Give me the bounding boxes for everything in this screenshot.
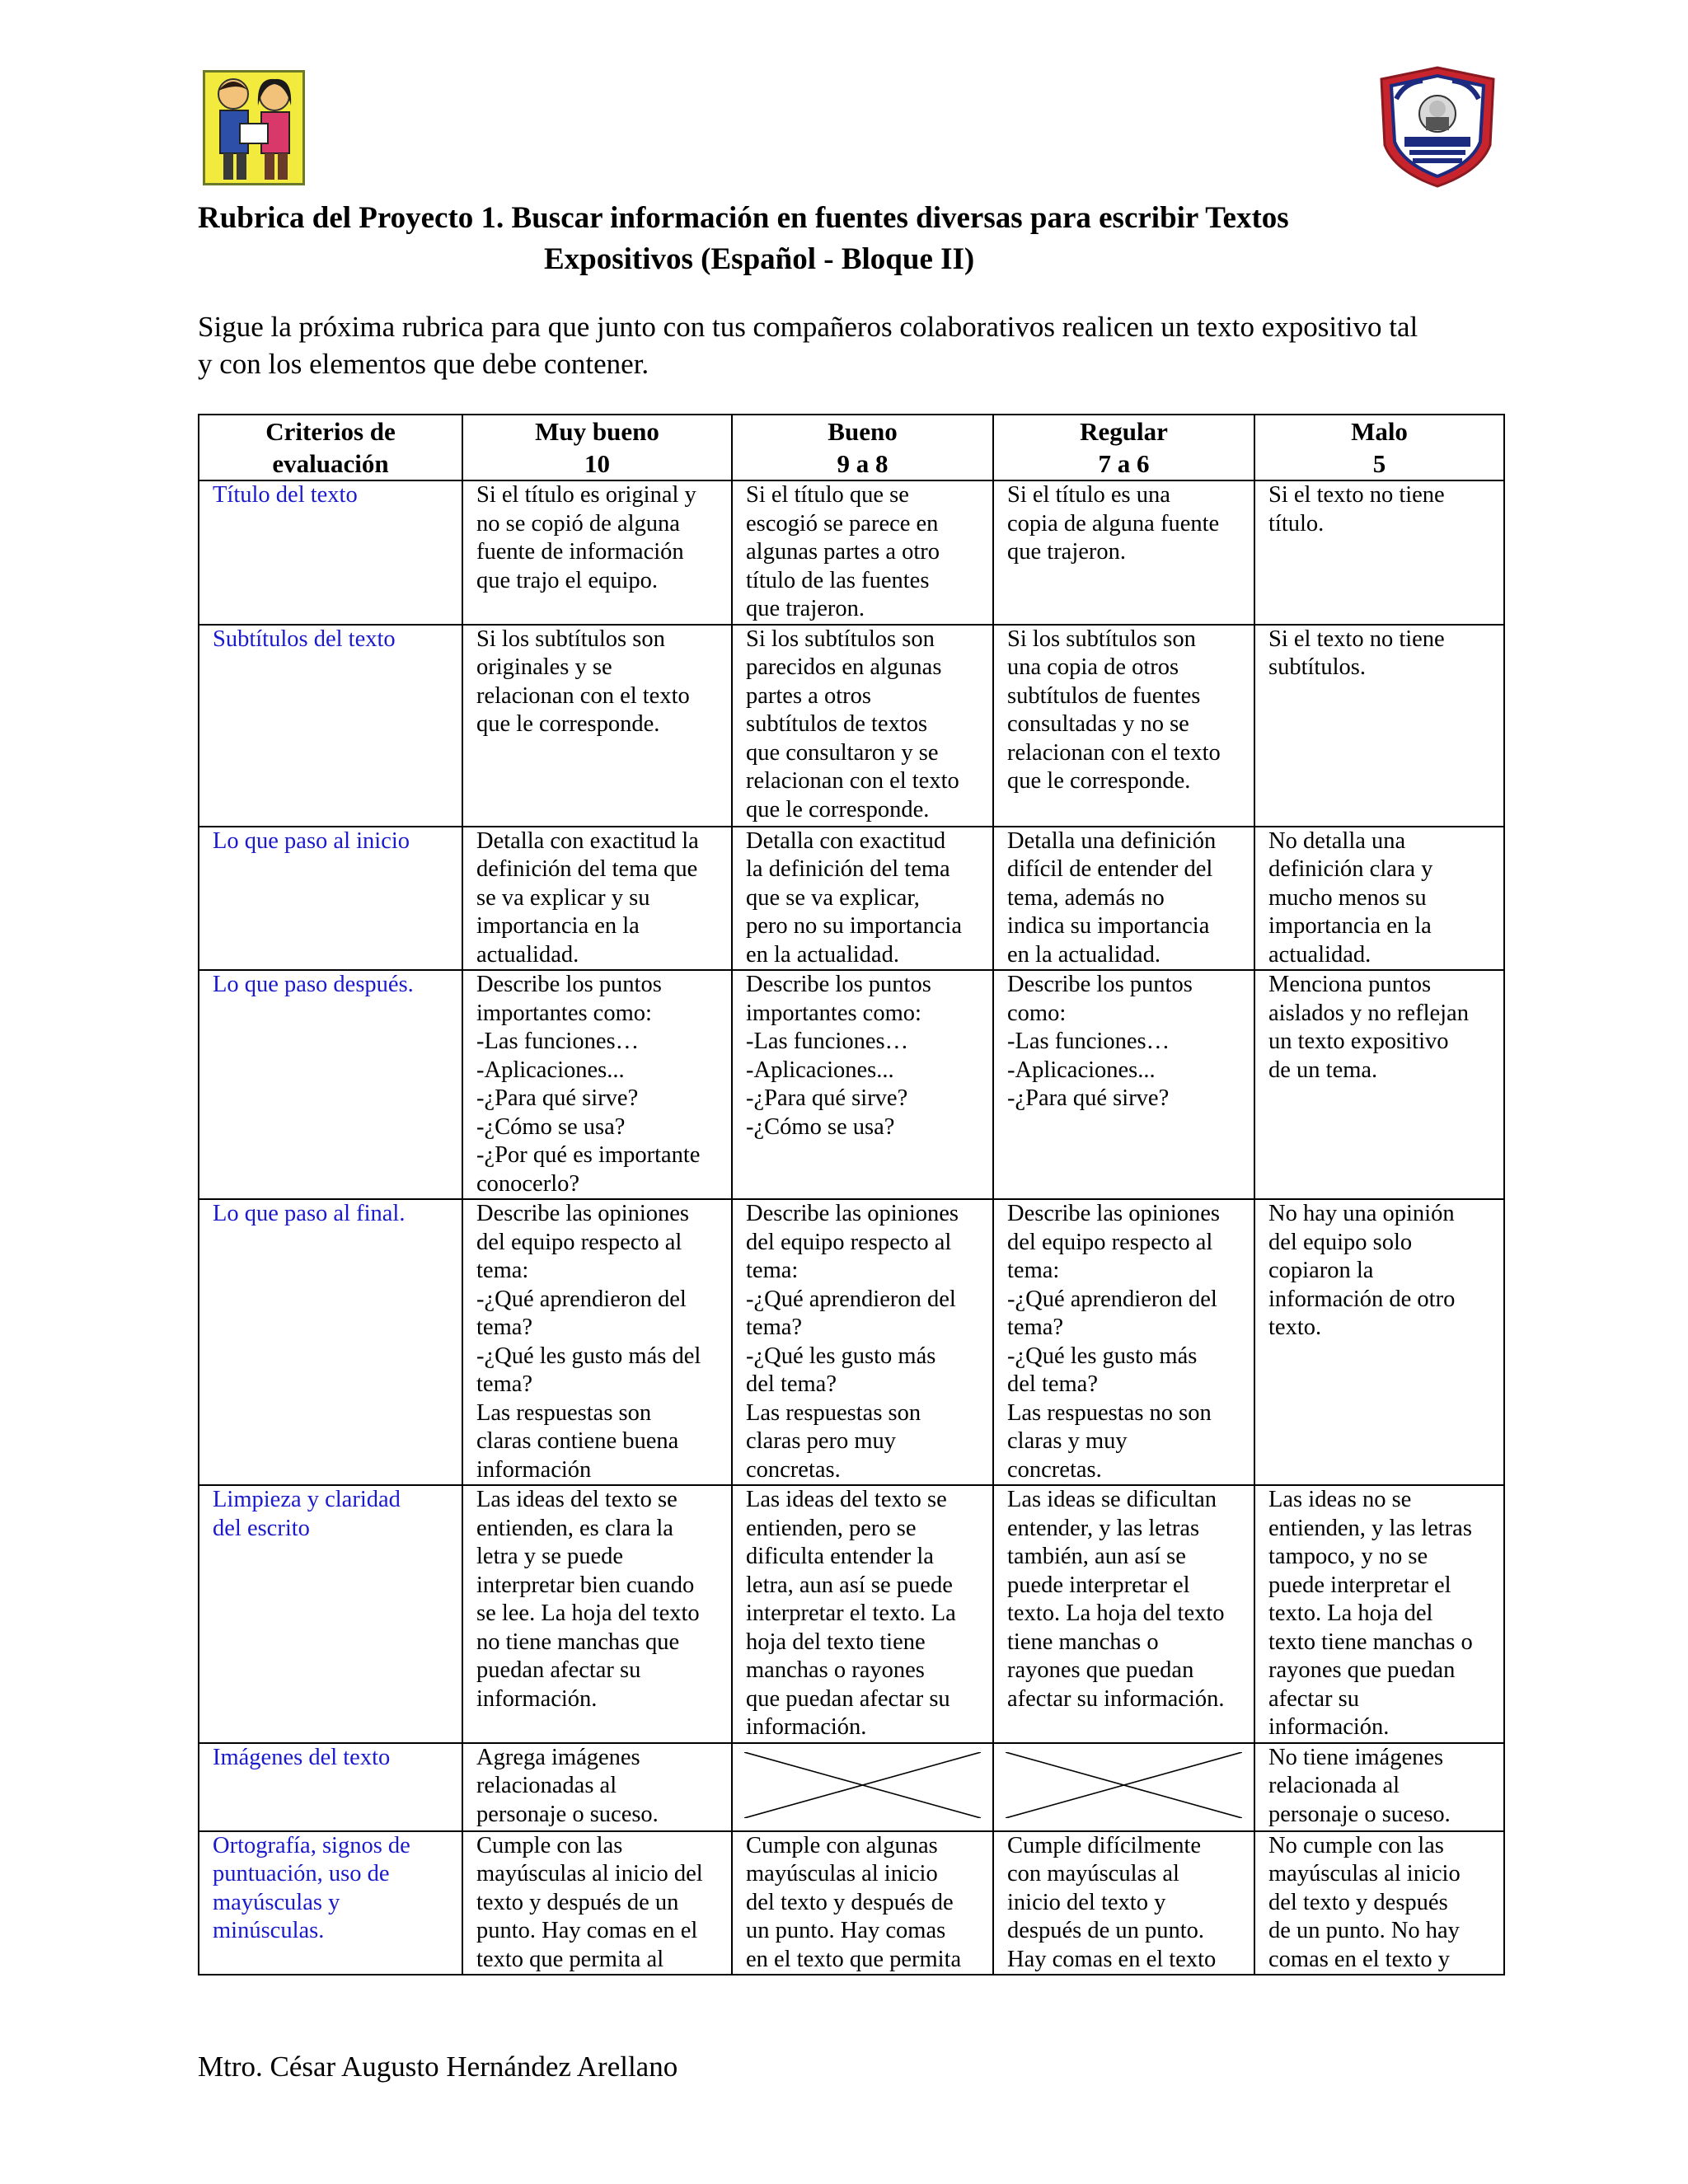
descriptor-line: Describe las opiniones	[1007, 1201, 1221, 1226]
descriptor-line: que trajo el equipo.	[476, 567, 659, 593]
descriptor-line: -¿Por qué es importante	[476, 1142, 701, 1168]
descriptor-line: No tiene imágenes	[1268, 1744, 1444, 1770]
descriptor-line: Cumple con algunas	[746, 1832, 938, 1858]
descriptor-line: Detalla con exactitud la	[476, 827, 699, 854]
descriptor-line: tema?	[1007, 1315, 1064, 1340]
cross-out-mark	[1006, 1752, 1242, 1818]
descriptor-cell	[1254, 1743, 1504, 1831]
descriptor-line: Las respuestas son	[746, 1399, 921, 1426]
descriptor-line: Describe las opiniones	[476, 1201, 690, 1226]
descriptor-line: del tema?	[746, 1371, 837, 1397]
column-header-bueno: Bueno 9 a 8	[732, 415, 993, 480]
descriptor-line: -¿Qué les gusto más	[1007, 1343, 1198, 1369]
descriptor-line: Describe los puntos	[746, 972, 931, 997]
criterion-line: puntuación, uso de	[213, 1861, 390, 1886]
criterion-line: Limpieza y claridad	[213, 1487, 401, 1512]
descriptor-line: -Aplicaciones...	[476, 1057, 625, 1083]
descriptor-line: -¿Para qué sirve?	[476, 1085, 639, 1111]
descriptor-line: Si los subtítulos son	[1007, 626, 1196, 652]
column-header-muy-bueno: Muy bueno 10	[462, 415, 732, 480]
descriptor-line: información.	[746, 1714, 867, 1740]
descriptor-line: Agrega imágenes	[476, 1744, 640, 1770]
descriptor-line: importantes como:	[746, 1000, 921, 1026]
descriptor-line: Las respuestas no son	[1007, 1399, 1212, 1426]
descriptor-line: texto. La hoja del texto	[1007, 1601, 1225, 1626]
descriptor-line: Detalla una definición	[1007, 827, 1217, 854]
descriptor-line: no tiene manchas que	[476, 1629, 680, 1655]
descriptor-cell	[993, 970, 1254, 1199]
criterion-cell	[199, 1199, 462, 1485]
descriptor-line: claras contiene buena	[476, 1428, 679, 1454]
descriptor-line: -¿Cómo se usa?	[746, 1113, 895, 1140]
descriptor-line: relacionan con el texto	[746, 768, 959, 794]
descriptor-line: -Aplicaciones...	[746, 1057, 894, 1083]
descriptor-line: texto.	[1268, 1315, 1322, 1340]
not-applicable-cell	[993, 1743, 1254, 1831]
descriptor-line: subtítulos de fuentes	[1007, 682, 1201, 709]
descriptor-cell	[1254, 970, 1504, 1199]
descriptor-line: Cumple difícilmente	[1007, 1832, 1202, 1858]
descriptor-line: -¿Para qué sirve?	[746, 1085, 908, 1111]
descriptor-line: -¿Cómo se usa?	[476, 1113, 626, 1140]
descriptor-line: del equipo respecto al	[476, 1229, 682, 1255]
descriptor-line: mayúsculas al inicio	[1268, 1861, 1461, 1886]
descriptor-line: subtítulos.	[1268, 654, 1366, 680]
descriptor-line: No hay una opinión	[1268, 1201, 1455, 1226]
descriptor-line: definición clara y	[1268, 856, 1433, 882]
descriptor-line: -¿Qué aprendieron del	[476, 1286, 687, 1312]
descriptor-line: se lee. La hoja del texto	[476, 1601, 700, 1626]
descriptor-line: algunas partes a otro	[746, 539, 940, 565]
descriptor-line: punto. Hay comas en el	[476, 1918, 698, 1943]
descriptor-cell	[1254, 1199, 1504, 1485]
descriptor-line: un texto expositivo	[1268, 1029, 1449, 1054]
descriptor-line: No cumple con las	[1268, 1832, 1444, 1858]
descriptor-line: un punto. Hay comas	[746, 1918, 946, 1943]
descriptor-line: -¿Qué les gusto más	[746, 1343, 936, 1369]
descriptor-cell	[462, 1831, 732, 1975]
descriptor-cell	[732, 1485, 993, 1743]
descriptor-line: Las ideas del texto se	[476, 1487, 678, 1512]
descriptor-cell	[462, 970, 732, 1199]
descriptor-line: relacionada al	[1268, 1773, 1400, 1798]
descriptor-line: comas en el texto y	[1268, 1946, 1451, 1972]
descriptor-cell	[732, 827, 993, 971]
descriptor-line: Las ideas no se	[1268, 1487, 1412, 1512]
criterion-cell	[199, 1485, 462, 1743]
descriptor-line: información.	[476, 1685, 598, 1712]
descriptor-cell	[732, 480, 993, 625]
descriptor-line: texto y después de un	[476, 1889, 679, 1915]
descriptor-line: puede interpretar el	[1268, 1572, 1451, 1598]
descriptor-line: mucho menos su	[1268, 884, 1427, 911]
descriptor-line: Si los subtítulos son	[746, 626, 935, 652]
descriptor-line: tema?	[476, 1315, 533, 1340]
descriptor-line: indica su importancia	[1007, 913, 1210, 939]
criterion-cell	[199, 1743, 462, 1831]
descriptor-line: No detalla una	[1268, 827, 1406, 854]
descriptor-line: tema:	[476, 1258, 529, 1283]
descriptor-line: Las ideas del texto se	[746, 1487, 947, 1512]
descriptor-line: Menciona puntos	[1268, 972, 1432, 997]
descriptor-line: Cumple con las	[476, 1832, 623, 1858]
descriptor-line: tema, además no	[1007, 884, 1165, 911]
descriptor-line: que trajeron.	[1007, 539, 1127, 565]
descriptor-line: en el texto que permita	[746, 1946, 962, 1972]
descriptor-line: la definición del tema	[746, 856, 950, 882]
descriptor-line: como:	[1007, 1000, 1067, 1026]
criterion-line: Imágenes del texto	[213, 1744, 391, 1770]
descriptor-line: definición del tema que	[476, 856, 698, 882]
descriptor-line: se va explicar y su	[476, 884, 650, 911]
descriptor-line: interpretar el texto. La	[746, 1601, 956, 1626]
descriptor-cell	[732, 970, 993, 1199]
descriptor-line: Describe los puntos	[1007, 972, 1193, 997]
descriptor-cell	[993, 625, 1254, 827]
descriptor-cell	[732, 625, 993, 827]
descriptor-line: del equipo solo	[1268, 1229, 1413, 1255]
descriptor-line: de un punto. No hay	[1268, 1918, 1460, 1943]
descriptor-line: importancia en la	[1268, 913, 1432, 939]
descriptor-line: importancia en la	[476, 913, 640, 939]
descriptor-line: que se va explicar,	[746, 884, 920, 911]
descriptor-line: texto que permita al	[476, 1946, 664, 1972]
descriptor-line: relacionadas al	[476, 1773, 617, 1798]
descriptor-line: aislados y no reflejan	[1268, 1000, 1469, 1026]
descriptor-line: Si el título que se	[746, 482, 909, 508]
descriptor-line: copiaron la	[1268, 1258, 1374, 1283]
descriptor-line: parecidos en algunas	[746, 654, 942, 680]
descriptor-line: de un tema.	[1268, 1057, 1378, 1083]
descriptor-line: claras y muy	[1007, 1428, 1128, 1454]
descriptor-line: Si el título es una	[1007, 482, 1170, 508]
descriptor-line: Si el título es original y	[476, 482, 696, 508]
criterion-line: Subtítulos del texto	[213, 626, 396, 652]
descriptor-line: entienden, pero se	[746, 1515, 917, 1541]
descriptor-line: afectar su	[1268, 1685, 1359, 1712]
descriptor-cell	[993, 480, 1254, 625]
descriptor-cell	[1254, 625, 1504, 827]
descriptor-line: del equipo respecto al	[746, 1229, 952, 1255]
intro-line-2: y con los elementos que debe contener.	[198, 348, 649, 380]
descriptor-cell	[1254, 480, 1504, 625]
title-line-1: Rubrica del Proyecto 1. Buscar información en fuentes diversas para escribir Textos	[198, 201, 1289, 235]
descriptor-line: fuente de información	[476, 539, 684, 565]
descriptor-line: -Aplicaciones...	[1007, 1057, 1156, 1083]
criterion-line: del escrito	[213, 1515, 310, 1541]
descriptor-cell	[993, 1485, 1254, 1743]
descriptor-line: entienden, y las letras	[1268, 1515, 1472, 1541]
descriptor-line: manchas o rayones	[746, 1657, 925, 1683]
descriptor-line: -Las funciones…	[476, 1029, 640, 1054]
descriptor-line: tema:	[1007, 1258, 1060, 1283]
descriptor-line: Las respuestas son	[476, 1399, 652, 1426]
descriptor-line: Hay comas en el texto	[1007, 1946, 1217, 1972]
descriptor-line: actualidad.	[476, 941, 579, 968]
descriptor-line: actualidad.	[1268, 941, 1372, 968]
descriptor-cell	[462, 827, 732, 971]
descriptor-line: tema?	[746, 1315, 803, 1340]
intro-line-1: Sigue la próxima rubrica para que junto con tus compañeros colaborativos realicen un texto expositivo tal	[198, 311, 1418, 343]
descriptor-cell	[1254, 1831, 1504, 1975]
descriptor-line: información.	[1268, 1714, 1390, 1740]
cross-out-mark	[744, 1752, 981, 1818]
descriptor-cell	[462, 1485, 732, 1743]
table-header-row	[199, 415, 1504, 480]
descriptor-line: en la actualidad.	[746, 941, 899, 968]
descriptor-line: inicio del texto y	[1007, 1889, 1166, 1915]
not-applicable-cell	[732, 1743, 993, 1831]
descriptor-line: Describe las opiniones	[746, 1201, 959, 1226]
descriptor-line: relacionan con el texto	[1007, 739, 1221, 766]
descriptor-line: -¿Qué les gusto más del	[476, 1343, 701, 1369]
criterion-line: mayúsculas y	[213, 1889, 340, 1915]
criterion-line: Ortografía, signos de	[213, 1832, 410, 1858]
descriptor-line: afectar su información.	[1007, 1685, 1225, 1712]
descriptor-line: -¿Para qué sirve?	[1007, 1085, 1170, 1111]
descriptor-line: subtítulos de textos	[746, 711, 928, 737]
table-row	[199, 625, 1504, 827]
descriptor-line: Detalla con exactitud	[746, 827, 946, 854]
descriptor-line: Las ideas se dificultan	[1007, 1487, 1217, 1512]
descriptor-cell	[732, 1831, 993, 1975]
table-row	[199, 970, 1504, 1199]
criterion-cell	[199, 625, 462, 827]
criterion-cell	[199, 827, 462, 971]
descriptor-line: dificulta entender la	[746, 1544, 934, 1569]
intro-text	[198, 308, 1500, 382]
descriptor-line: del texto y después de	[746, 1889, 954, 1915]
footer-author: Mtro. César Augusto Hernández Arellano	[198, 2050, 678, 2083]
descriptor-line: concretas.	[746, 1456, 841, 1483]
table-row	[199, 1743, 1504, 1831]
criterion-cell	[199, 1831, 462, 1975]
title-line-2: Expositivos (Español - Bloque II)	[544, 242, 975, 276]
descriptor-line: Si el texto no tiene	[1268, 626, 1445, 652]
descriptor-line: -¿Qué aprendieron del	[746, 1286, 956, 1312]
descriptor-cell	[732, 1199, 993, 1485]
descriptor-line: del equipo respecto al	[1007, 1229, 1213, 1255]
descriptor-line: entienden, es clara la	[476, 1515, 673, 1541]
rubric-body	[199, 480, 1504, 1975]
criterion-line: minúsculas.	[213, 1918, 325, 1943]
descriptor-line: claras pero muy	[746, 1428, 897, 1454]
descriptor-line: interpretar bien cuando	[476, 1572, 695, 1598]
criterion-line: Lo que paso después.	[213, 972, 414, 997]
table-row	[199, 1831, 1504, 1975]
descriptor-line: entender, y las letras	[1007, 1515, 1200, 1541]
descriptor-line: Describe los puntos	[476, 972, 662, 997]
table-row	[199, 1199, 1504, 1485]
table-row	[199, 480, 1504, 625]
descriptor-line: que consultaron y se	[746, 739, 939, 766]
descriptor-cell	[462, 1743, 732, 1831]
descriptor-line: consultadas y no se	[1007, 711, 1189, 737]
descriptor-line: que trajeron.	[746, 596, 865, 621]
descriptor-line: tema?	[476, 1371, 533, 1397]
criterion-cell	[199, 480, 462, 625]
criterion-cell	[199, 970, 462, 1199]
descriptor-line: mayúsculas al inicio	[746, 1861, 938, 1886]
descriptor-line: texto tiene manchas o	[1268, 1629, 1473, 1655]
descriptor-line: título de las fuentes	[746, 567, 930, 593]
descriptor-line: del tema?	[1007, 1371, 1098, 1397]
criterion-line: Título del texto	[213, 482, 358, 508]
page-title	[198, 198, 1484, 280]
descriptor-line: con mayúsculas al	[1007, 1861, 1179, 1886]
descriptor-cell	[462, 480, 732, 625]
rubric-table	[198, 414, 1505, 1975]
descriptor-line: que puedan afectar su	[746, 1685, 950, 1712]
descriptor-line: conocerlo?	[476, 1170, 580, 1197]
descriptor-line: relacionan con el texto	[476, 682, 690, 709]
descriptor-line: escogió se parece en	[746, 510, 939, 537]
descriptor-line: Si los subtítulos son	[476, 626, 665, 652]
descriptor-line: rayones que puedan	[1268, 1657, 1456, 1683]
descriptor-line: que le corresponde.	[476, 711, 660, 737]
descriptor-line: -Las funciones…	[1007, 1029, 1170, 1054]
descriptor-line: información	[476, 1456, 592, 1483]
descriptor-line: Si el texto no tiene	[1268, 482, 1445, 508]
descriptor-cell	[1254, 827, 1504, 971]
students-illustration-logo	[203, 70, 305, 185]
descriptor-line: puede interpretar el	[1007, 1572, 1190, 1598]
descriptor-line: título.	[1268, 510, 1325, 537]
descriptor-line: texto. La hoja del	[1268, 1601, 1433, 1626]
descriptor-line: tiene manchas o	[1007, 1629, 1159, 1655]
descriptor-line: letra y se puede	[476, 1544, 624, 1569]
descriptor-line: importantes como:	[476, 1000, 652, 1026]
descriptor-line: partes a otros	[746, 682, 871, 709]
descriptor-line: letra, aun así se puede	[746, 1572, 953, 1598]
descriptor-line: una copia de otros	[1007, 654, 1179, 680]
descriptor-line: que le corresponde.	[746, 796, 930, 823]
criterion-line: Lo que paso al inicio	[213, 827, 410, 854]
descriptor-line: originales y se	[476, 654, 612, 680]
descriptor-line: mayúsculas al inicio del	[476, 1861, 703, 1886]
descriptor-cell	[993, 1199, 1254, 1485]
descriptor-line: copia de alguna fuente	[1007, 510, 1220, 537]
descriptor-line: personaje o suceso.	[476, 1801, 659, 1827]
descriptor-line: que le corresponde.	[1007, 768, 1191, 794]
criterion-line: Lo que paso al final.	[213, 1201, 406, 1226]
descriptor-line: hoja del texto tiene	[746, 1629, 926, 1655]
descriptor-line: en la actualidad.	[1007, 941, 1160, 968]
descriptor-line: después de un punto.	[1007, 1918, 1205, 1943]
descriptor-line: información de otro	[1268, 1286, 1456, 1312]
column-header-malo: Malo 5	[1254, 415, 1504, 480]
descriptor-line: -Las funciones…	[746, 1029, 909, 1054]
descriptor-line: del texto y después	[1268, 1889, 1448, 1915]
table-row	[199, 1485, 1504, 1743]
descriptor-cell	[1254, 1485, 1504, 1743]
descriptor-cell	[462, 1199, 732, 1485]
descriptor-line: pero no su importancia	[746, 913, 962, 939]
descriptor-line: -¿Qué aprendieron del	[1007, 1286, 1217, 1312]
descriptor-line: puedan afectar su	[476, 1657, 641, 1683]
descriptor-cell	[462, 625, 732, 827]
descriptor-cell	[993, 1831, 1254, 1975]
descriptor-line: concretas.	[1007, 1456, 1102, 1483]
descriptor-line: no se copió de alguna	[476, 510, 680, 537]
descriptor-line: rayones que puedan	[1007, 1657, 1194, 1683]
column-header-regular: Regular 7 a 6	[993, 415, 1254, 480]
table-row	[199, 827, 1504, 971]
column-header-criteria: Criterios de evaluación	[199, 415, 462, 480]
school-emblem-logo	[1372, 66, 1503, 190]
descriptor-line: personaje o suceso.	[1268, 1801, 1451, 1827]
descriptor-line: difícil de entender del	[1007, 856, 1213, 882]
descriptor-line: también, aun así se	[1007, 1544, 1186, 1569]
descriptor-line: tampoco, y no se	[1268, 1544, 1428, 1569]
descriptor-cell	[993, 827, 1254, 971]
descriptor-line: tema:	[746, 1258, 799, 1283]
